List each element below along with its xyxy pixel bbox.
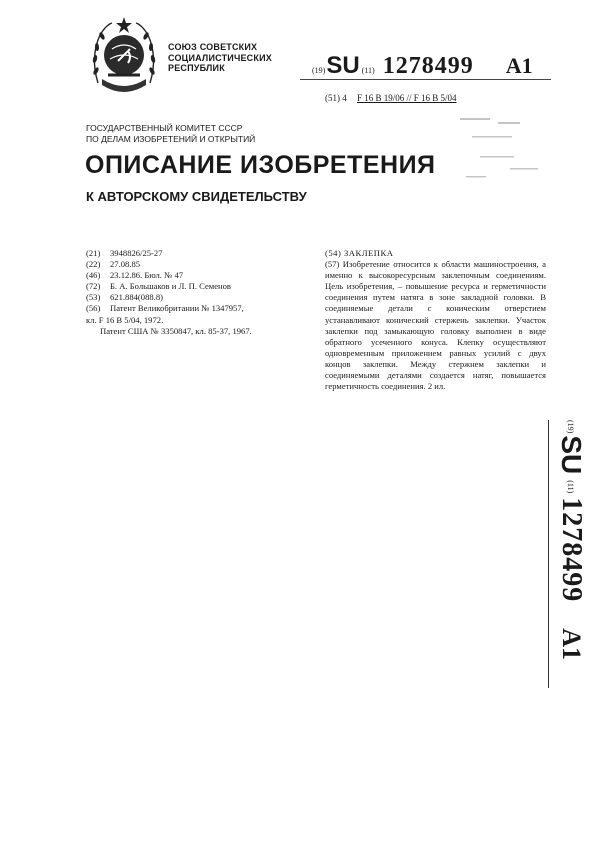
biblio-continuation: кл. F 16 B 5/04, 1972. [86, 314, 164, 325]
committee-line-1: ГОСУДАРСТВЕННЫЙ КОМИТЕТ СССР [86, 123, 243, 133]
committee-name [86, 123, 255, 144]
ipc-value: F 16 B 19/06 // F 16 B 5/04 [357, 93, 457, 103]
biblio-code: (53) [86, 292, 101, 303]
kind-code: A1 [505, 53, 533, 78]
biblio-patent-usa: Патент США № 3350847, кл. 85-37, 1967. [100, 325, 252, 336]
patent-number: 1278499 [382, 53, 474, 79]
code-11: (11) [361, 66, 375, 75]
publication-number-block [312, 52, 533, 80]
ipc-code-label: (51) 4 [325, 93, 347, 103]
union-name [168, 42, 272, 74]
code-19: (19) [312, 66, 326, 75]
biblio-code: (56) [86, 303, 101, 314]
side-code-11: (11) [566, 480, 576, 494]
ipc-classification [325, 93, 457, 103]
abstract-text: (57) Изобретение относится к области машиностроения, а именно к высокоресурсным заклепочным соединениям. Цель изобретения, – повышение ресурса и герметичности соединения путем натяга в зоне закладной головки. В соединяемые детали с коническим отверстием устанавливают конический стержень заклепки. Участок заклепки под замыкающую головку выполнен в виде обратного усеченного конуса. Клепку осуществляют одновременным приложением равных усилий с двух концов заклепки. Между стержнем заклепки и соединяемыми деталями создается натяг, повышается герметичность соединения. 2 ил. [325, 259, 546, 392]
biblio-row [86, 292, 314, 303]
union-line-2: СОЦИАЛИСТИЧЕСКИХ [168, 52, 272, 63]
abstract [325, 248, 546, 392]
biblio-row [86, 270, 314, 281]
country-code: SU [326, 52, 360, 79]
committee-line-2: ПО ДЕЛАМ ИЗОБРЕТЕНИЙ И ОТКРЫТИЙ [86, 133, 256, 144]
biblio-text: 3948826/25-27 [110, 248, 163, 258]
union-line-3: РЕСПУБЛИК [168, 63, 225, 73]
biblio-code: (21) [86, 248, 101, 258]
document-title: ОПИСАНИЕ ИЗОБРЕТЕНИЯ [85, 151, 436, 179]
side-publication-number [548, 420, 594, 690]
bibliographic-data [86, 248, 314, 337]
biblio-row [86, 281, 314, 292]
biblio-text: Патент Великобритании № 1347957, [110, 303, 244, 314]
biblio-text: Б. А. Большаков и Л. П. Семенов [110, 281, 231, 292]
scan-noise [450, 110, 560, 190]
biblio-code: (72) [86, 281, 101, 292]
biblio-code: (22) [86, 259, 101, 270]
union-line-1: СОЮЗ СОВЕТСКИХ [168, 42, 258, 52]
side-country-code: SU [556, 435, 587, 475]
biblio-text: 621.884(088.8) [110, 292, 163, 303]
invention-title: (54) ЗАКЛЕПКА [325, 248, 394, 258]
biblio-text: 27.08.85 [110, 259, 141, 270]
document-subtitle: К АВТОРСКОМУ СВИДЕТЕЛЬСТВУ [86, 189, 307, 204]
ussr-emblem [88, 13, 160, 97]
biblio-row [86, 259, 314, 270]
side-number-rotated [548, 420, 594, 690]
biblio-text: 23.12.86. Бюл. № 47 [110, 270, 184, 281]
biblio-code: (46) [86, 270, 101, 281]
biblio-row [86, 303, 314, 314]
side-patent-number: 1278499 [556, 497, 587, 603]
header-rule [300, 79, 551, 80]
side-code-19: (19) [566, 420, 576, 434]
side-kind-code: A1 [557, 628, 586, 661]
biblio-row [86, 248, 314, 259]
